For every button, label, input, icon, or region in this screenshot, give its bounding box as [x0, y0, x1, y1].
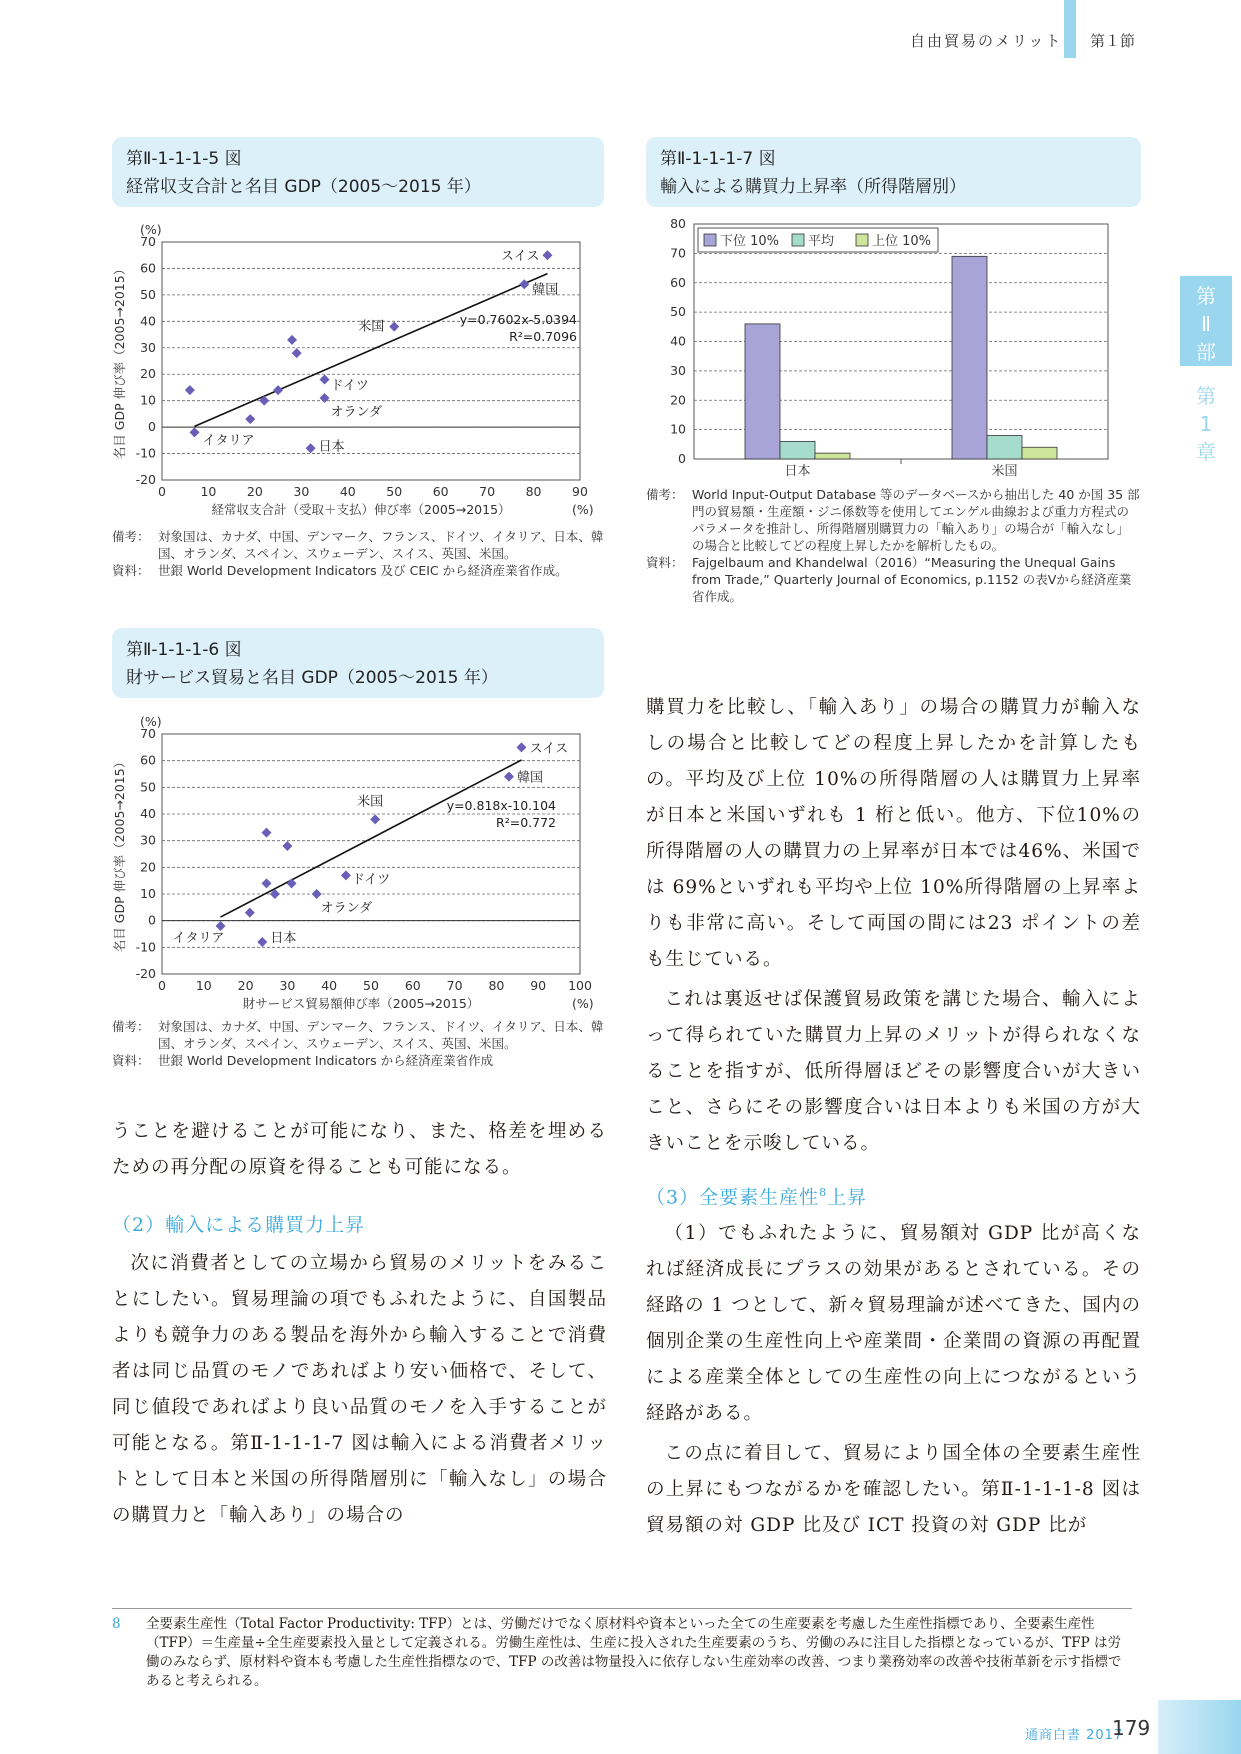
bar — [987, 436, 1022, 460]
footer-accent-bar — [1158, 1700, 1241, 1754]
source-label: 資料： — [112, 563, 150, 578]
x-tick-label: 40 — [339, 484, 356, 499]
data-point — [312, 889, 322, 899]
y-tick-label: 30 — [140, 832, 156, 848]
x-axis-label: 財サービス貿易額伸び率（2005→2015） — [242, 996, 480, 1011]
data-point — [245, 414, 255, 424]
legend-swatch — [704, 234, 716, 246]
y-tick-label: 10 — [140, 392, 156, 408]
y-tick-label: 30 — [670, 362, 686, 378]
source-label: 資料： — [112, 1053, 150, 1068]
x-tick-label: 80 — [488, 978, 505, 993]
fig6-title: 財サービス貿易と名目 GDP（2005〜2015 年） — [126, 668, 498, 688]
legend-label: 下位 10% — [720, 234, 780, 249]
section-heading-3 — [646, 1178, 1141, 1212]
side-tab-chapter-line: 1 — [1199, 412, 1213, 436]
data-point — [273, 385, 283, 395]
page-number: 179 — [1112, 1716, 1151, 1740]
x-tick-label: 80 — [525, 484, 542, 499]
legend-label: 上位 10% — [872, 234, 932, 249]
fig5-title-box — [112, 137, 604, 207]
x-tick-label: 0 — [158, 978, 166, 993]
x-tick-label: 70 — [446, 978, 463, 993]
paragraph: 次に消費者としての立場から貿易のメリットをみることにしたい。貿易理論の項でもふれたように、自国製品よりも競争力のある製品を海外から輸入することで消費者は同じ品質のモノであればより安い価格で、そして、同じ値段であればより良い品質のモノを入手することが可能となる。第Ⅱ-1-1-1-7 図は輸入による消費者メリットとして日本と米国の所得階層別に「輸入なし」の場合の購買力と「輸入あり」の場合の — [112, 1253, 607, 1526]
fig6-source: 世銀 World Development Indicators から経済産業省作成 — [158, 1053, 494, 1068]
x-tick-label: 40 — [321, 978, 338, 993]
x-tick-label: 日本 — [784, 464, 811, 479]
fig7-title-box — [646, 137, 1141, 207]
fig7-notes — [646, 486, 1141, 605]
side-tab-chapter-line: 章 — [1196, 440, 1216, 464]
running-header-chapter: 第１節 — [1090, 32, 1136, 50]
data-point — [389, 322, 399, 332]
data-point — [257, 937, 267, 947]
note-label: 備考： — [112, 529, 150, 544]
x-tick-label: 米国 — [991, 464, 1018, 479]
y-tick-label: 30 — [140, 339, 156, 355]
y-tick-label: 20 — [140, 366, 156, 382]
y-tick-label: 20 — [670, 392, 686, 408]
point-label: 米国 — [358, 319, 385, 335]
point-label: オランダ — [320, 901, 373, 916]
r-squared-label: R²=0.772 — [496, 815, 556, 830]
heading-text: 上昇 — [827, 1186, 868, 1209]
x-tick-label: 20 — [246, 484, 263, 499]
fig5-source: 世銀 World Development Indicators 及び CEIC から経済産業省作成。 — [158, 563, 568, 578]
x-unit-label: (%) — [572, 502, 594, 517]
y-unit-label: (%) — [140, 714, 162, 729]
point-label: 韓国 — [532, 282, 559, 298]
fig6-note: 対象国は、カナダ、中国、デンマーク、フランス、ドイツ、イタリア、日本、韓国、オランダ、スペイン、スウェーデン、スイス、英国、米国。 — [158, 1019, 604, 1051]
bar — [815, 453, 850, 459]
y-tick-label: 0 — [678, 451, 686, 466]
y-tick-label: 60 — [670, 274, 686, 290]
y-tick-label: 70 — [140, 726, 156, 741]
point-label: スイス — [529, 741, 569, 757]
footnote-text: 全要素生産性（Total Factor Productivity: TFP）とは、労働だけでなく原材料や資本といった全ての生産要素を考慮した生産性指標であり、全要素生産性（TFP）＝生産量÷全生産要素投入量として定義される。労働生産性は、生産に投入された生産要素のうち、労働のみに注目した指標となっているが、TFP は労働のみならず、原材料や資本も考慮した生産性指標なので、TFP の改善は物量投入に依存しない生産効率の改善、つまり業務効率の改善や技術革新を示す指標であると考えられる。 — [146, 1616, 1122, 1689]
point-label: ドイツ — [351, 872, 391, 888]
x-tick-label: 90 — [530, 978, 547, 993]
y-tick-label: 40 — [140, 806, 156, 821]
y-tick-label: 60 — [140, 752, 156, 768]
data-point — [262, 878, 272, 888]
y-tick-label: -10 — [135, 445, 156, 461]
fig5-number: 第Ⅱ-1-1-1-5 図 — [126, 149, 242, 169]
fig7-number: 第Ⅱ-1-1-1-7 図 — [660, 149, 776, 169]
y-tick-label: 40 — [670, 333, 686, 349]
bar — [1022, 447, 1057, 459]
right-body — [646, 690, 1141, 1544]
bar — [952, 256, 987, 459]
point-label: イタリア — [202, 433, 255, 449]
x-tick-label: 70 — [479, 484, 496, 499]
point-label: 米国 — [357, 794, 384, 810]
left-body — [112, 1114, 607, 1534]
side-tab-chapter — [1180, 382, 1232, 466]
y-tick-label: -20 — [135, 966, 156, 981]
data-point — [519, 279, 529, 289]
point-label: 日本 — [318, 439, 345, 455]
y-tick-label: 50 — [140, 779, 156, 795]
footnote-ref[interactable]: 8 — [819, 1186, 828, 1199]
fig5-notes — [112, 528, 607, 579]
note-label: 備考： — [112, 1019, 150, 1034]
x-tick-label: 0 — [158, 484, 166, 499]
point-label: イタリア — [172, 931, 225, 946]
data-point — [262, 828, 272, 838]
fig6-title-box — [112, 628, 604, 698]
point-label: ドイツ — [330, 378, 369, 394]
x-axis-label: 経常収支合計（受取＋支払）伸び率（2005→2015） — [211, 502, 511, 517]
paragraph: うことを避けることが可能になり、また、格差を埋めるための再分配の原資を得ることも可能になる。 — [112, 1121, 607, 1178]
fig5-title: 経常収支合計と名目 GDP（2005〜2015 年） — [126, 177, 481, 197]
x-tick-label: 10 — [195, 978, 212, 993]
legend-swatch — [856, 234, 868, 246]
side-tab-part-line: Ⅱ — [1201, 312, 1211, 336]
paragraph: （1）でもふれたように、貿易額対 GDP 比が高くなれば経済成長にプラスの効果があるとされている。その経路の 1 つとして、新々貿易理論が述べてきた、国内の個別企業の生産性向上や産業間・企業間の資源の再配置による産業全体としての生産性の向上につながるという経路がある。 — [646, 1223, 1141, 1425]
fig5-note: 対象国は、カナダ、中国、デンマーク、フランス、ドイツ、イタリア、日本、韓国、オランダ、スペイン、スウェーデン、スイス、英国、米国。 — [158, 529, 604, 561]
side-tab-part — [1180, 276, 1232, 366]
x-tick-label: 30 — [293, 484, 310, 499]
heading-text: （3）全要素生産性 — [646, 1186, 820, 1209]
paragraph: これは裏返せば保護貿易政策を講じた場合、輸入によって得られていた購買力上昇のメリットが得られなくなることを指すが、低所得層ほどその影響度合いが大きいこと、さらにその影響度合いは日本よりも米国の方が大きいことを示唆している。 — [646, 989, 1141, 1154]
data-point — [306, 443, 316, 453]
section-heading-2: （2）輸入による購買力上昇 — [112, 1214, 366, 1236]
legend-label: 平均 — [808, 234, 835, 249]
x-tick-label: 60 — [404, 978, 421, 993]
header-accent-bar — [1064, 0, 1076, 58]
x-unit-label: (%) — [572, 996, 594, 1011]
y-tick-label: 70 — [140, 234, 156, 249]
x-tick-label: 20 — [237, 978, 254, 993]
data-point — [216, 921, 226, 931]
point-label: 日本 — [270, 931, 297, 946]
y-tick-label: -10 — [135, 939, 156, 955]
y-tick-label: 50 — [670, 304, 686, 320]
note-label: 備考： — [646, 487, 684, 502]
y-tick-label: 50 — [140, 286, 156, 302]
data-point — [287, 335, 297, 345]
x-tick-label: 30 — [279, 978, 296, 993]
y-unit-label: (%) — [140, 222, 162, 237]
data-point — [370, 814, 380, 824]
data-point — [320, 375, 330, 385]
y-axis-label: 名目 GDP 伸び率（2005→2015） — [112, 755, 127, 953]
side-tab-part-line: 部 — [1196, 340, 1216, 364]
x-tick-label: 60 — [432, 484, 449, 499]
fig6-scatter-chart — [112, 706, 604, 1014]
running-header-section: 自由貿易のメリット — [910, 32, 1063, 50]
data-point — [245, 908, 255, 918]
x-tick-label: 50 — [386, 484, 403, 499]
point-label: 韓国 — [516, 770, 543, 786]
fig6-number: 第Ⅱ-1-1-1-6 図 — [126, 640, 242, 660]
y-tick-label: 60 — [140, 260, 156, 276]
data-point — [185, 385, 195, 395]
data-point — [190, 427, 200, 437]
data-point — [287, 878, 297, 888]
source-label: 資料： — [646, 555, 684, 570]
fig7-title: 輸入による購買力上昇率（所得階層別） — [660, 177, 966, 197]
legend-swatch — [792, 234, 804, 246]
x-tick-label: 90 — [572, 484, 588, 499]
paragraph: 購買力を比較し、「輸入あり」の場合の購買力が輸入なしの場合と比較してどの程度上昇したかを計算したもの。平均及び上位 10%の所得階層の人は購買力上昇率が日本と米国いずれも 1 桁と低い。他方、下位10%の所得階層の人の購買力の上昇率が日本では46%、米国では 69%といずれも平均や上位 10%所得階層の上昇率よりも非常に高い。そして両国の間には23 ポイントの差も生じている。 — [646, 697, 1141, 970]
x-tick-label: 100 — [568, 978, 592, 993]
footer-publication: 通商白書 2017 — [1025, 1728, 1124, 1743]
footnote-rule — [112, 1608, 1132, 1609]
trendline — [221, 760, 522, 917]
trendline — [195, 274, 548, 427]
y-tick-label: 10 — [670, 421, 686, 437]
x-tick-label: 10 — [200, 484, 217, 499]
trendline-equation: y=0.7602x-5.0394 — [459, 312, 577, 327]
y-tick-label: 10 — [140, 886, 156, 901]
side-tab-part-line: 第 — [1196, 284, 1216, 308]
fig5-scatter-chart — [112, 212, 604, 524]
data-point — [341, 870, 351, 880]
y-tick-label: 0 — [148, 419, 156, 435]
data-point — [516, 742, 526, 752]
y-tick-label: 40 — [140, 313, 156, 329]
point-label: オランダ — [330, 405, 383, 421]
trendline-equation: y=0.818x-10.104 — [446, 798, 556, 813]
data-point — [542, 250, 552, 260]
bar — [745, 324, 780, 459]
y-tick-label: -20 — [135, 472, 156, 487]
paragraph: この点に着目して、貿易により国全体の全要素生産性の上昇にもつながるかを確認したい。第Ⅱ-1-1-1-8 図は貿易額の対 GDP 比及び ICT 投資の対 GDP 比が — [646, 1443, 1141, 1537]
fig7-source: Fajgelbaum and Khandelwal（2016）“Measuring the Unequal Gains from Trade,” Quarterly Journal of Economics, p.1152 の表Ⅴから経済産業省作成。 — [692, 555, 1132, 604]
data-point — [292, 348, 302, 358]
r-squared-label: R²=0.7096 — [509, 329, 577, 344]
data-point — [282, 841, 292, 851]
data-point — [320, 393, 330, 403]
point-label: スイス — [500, 249, 540, 265]
y-tick-label: 70 — [670, 245, 686, 261]
footnote — [112, 1615, 1132, 1691]
fig7-note: World Input-Output Database 等のデータベースから抽出した 40 か国 35 部門の貿易額・生産額・ジニ係数等を使用してエンゲル曲線および重力方程式のパラメータを推計し、所得階層別購買力の「輸入あり」の場合が「輸入なし」の場合と比較してどの程度上昇したかを解析したもの。 — [692, 487, 1140, 553]
x-tick-label: 50 — [363, 978, 379, 993]
fig6-notes — [112, 1018, 607, 1069]
y-tick-label: 20 — [140, 859, 156, 875]
fig7-bar-chart — [646, 212, 1141, 482]
data-point — [504, 772, 514, 782]
side-tab-chapter-line: 第 — [1196, 384, 1216, 408]
y-tick-label: 80 — [670, 216, 686, 231]
footnote-number: 8 — [112, 1616, 121, 1632]
y-axis-label: 名目 GDP 伸び率（2005→2015） — [112, 262, 127, 460]
y-tick-label: 0 — [148, 912, 156, 928]
bar — [780, 441, 815, 459]
